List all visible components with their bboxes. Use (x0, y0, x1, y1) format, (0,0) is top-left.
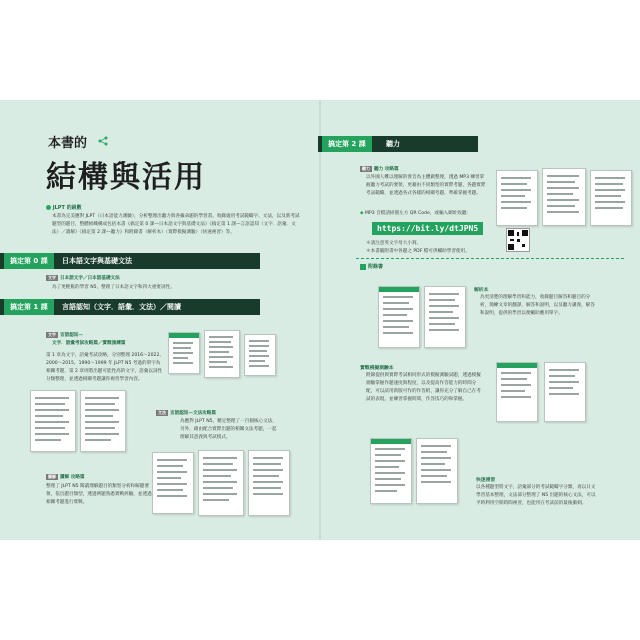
s1-heading-text: 言語認知— (60, 333, 83, 338)
lesson0-sub-text: 為了更輕鬆的學習 N5，整理了日本語文字和四大重要詞性。 (52, 285, 175, 290)
sample-page-thumb (152, 452, 194, 514)
s1-heading (46, 332, 83, 338)
sample-page-thumb (416, 438, 458, 504)
s3-heading (46, 474, 85, 480)
page-title: 結構與活用 (46, 160, 206, 195)
lesson1-bar (0, 299, 260, 315)
listen-heading (360, 166, 399, 172)
sample-page-thumb (544, 362, 586, 422)
right-page (320, 100, 640, 540)
left-page (0, 100, 320, 540)
sample-page-thumb (542, 168, 586, 226)
tag-badge: 聽力 (362, 166, 370, 171)
note-2: ＊本書隨附書中各題之 PDF 檔可供輔助學習使用。 (366, 249, 470, 254)
book-spread (0, 100, 640, 540)
mp3-instruction (360, 210, 490, 216)
sample-page-thumb (80, 390, 126, 452)
lesson0-title: 日本語文字與基礎文法 (62, 257, 132, 265)
listen-heading-text: 聽力 攻略篇 (374, 167, 399, 172)
appendix1-text: 為更清楚的理解學習和能力，收錄題目解答和題目的分析，簡練文章的翻譯，解答和說明，以及聽力講義，解答和說明，提供的學習以便輔助應用單字。 (480, 295, 595, 316)
note-1: ＊請注意英文字母大小寫。 (366, 241, 422, 246)
s1-heading-2: 文字．語彙考試攻略篇／實戰演練篇 (52, 341, 126, 346)
intro-heading (46, 204, 82, 211)
lesson1-label: 搞定第 1 課 (4, 299, 54, 315)
sample-page-thumb (496, 362, 538, 422)
lesson2-label: 搞定第 2 課 (322, 136, 372, 152)
sample-page-thumb (198, 450, 244, 516)
lesson0-bar (0, 253, 260, 269)
intro-heading-text: JLPT 的級數 (52, 205, 82, 211)
s3-heading-text: 讀解 攻略篇 (60, 475, 85, 480)
appendix-heading-text: 附錄書 (368, 264, 384, 270)
book-icon (360, 264, 366, 270)
intro-paragraph: 本書為完美應對 JLPT（日本語能力測驗），分析整理出聽力與各級命題的學習書。收錄適用考試範疇字、文法，以及新考試題型的題目，整體組織構成包括本書《搞定第 0 課—日本語文字與基礎文法》《搞定第 1 課—言語認知（文字．語彙．文法）／讀解》《搞定第 2 課—聽力》和附錄書（解析本）（實際模擬測驗）（快速複習）等。 (52, 214, 300, 235)
tag-badge: 文字 (48, 332, 56, 337)
sample-page-thumb (168, 332, 200, 374)
page-subtitle: 本書的 (48, 136, 88, 151)
sample-page-thumb (496, 170, 538, 226)
sample-page-thumb (370, 438, 412, 504)
sample-page-thumb (424, 286, 466, 348)
listen-paragraph: 以外國人難以理解的發音為主體做整理，透過 MP3 練習掌握聽力考試的要領，更藉由不同類型的實際考題、各題實際考試範疇，並透過各式各樣的相關考題，準確掌握考題。 (366, 175, 486, 196)
appendix3-title: 快速複習 (476, 478, 496, 483)
lesson0-sub-heading-text: 日本語文字／日本語基礎文法 (60, 276, 120, 281)
s3-paragraph: 整理了 JLPT N5 閱讀理解題目的類型分析和解題要領，依出題目類型，透過例題熟悉實戰經驗，並透過相關考題進行實戰。 (46, 484, 152, 505)
sample-page-thumb (244, 334, 276, 376)
sample-page-thumb (30, 390, 76, 452)
s1-paragraph: 第 1 章為文字，語彙考試攻略，分別整理 2016～2022，2000～2015，1990～1999 年 JLPT N5 考過的單字為相關考題，第 2 章則將出題可能性高的文字，語彙以詞性分類整理，並透過相關考題讓你複習學習內容。 (46, 353, 164, 382)
qr-code[interactable] (506, 228, 530, 252)
s2-paragraph: 為應對 JLPT N5，精定整理了一百個核心文法，另外，藉由配合實際出題的相關文法考題，一起理解其意義與考試模式。 (180, 419, 277, 440)
s2-heading (156, 410, 216, 416)
lesson2-title: 聽力 (386, 140, 400, 148)
tag-badge: 讀解 (48, 474, 56, 479)
sample-page-thumb (590, 170, 632, 226)
appendix1-title: 解析本 (474, 288, 489, 293)
bullet-icon (46, 205, 51, 210)
appendix-heading (360, 263, 383, 270)
appendix2-text: 附錄提供與實際考試相同形式的模擬測驗試題，透過模擬測驗掌握作題速度與程度，以及提高作答能力的時間分配，可以試用新版可作的作答紙，讓你充分了解自己在考試的表現，並練習掌握時間，作答技巧的和掌握。 (366, 373, 481, 402)
s2-heading-text: 言語認知—文法攻略篇 (170, 411, 216, 416)
audio-link[interactable]: https://bit.ly/dtJPN5 (372, 222, 483, 235)
lesson1-title: 言語認知（文字．語彙．文法）／閱讀 (62, 303, 181, 311)
lesson0-label: 搞定第 0 課 (4, 253, 54, 269)
share-icon (98, 136, 108, 149)
tag-badge: 文字 (48, 275, 56, 280)
sample-page-thumb (204, 330, 240, 378)
diamond-icon: ◆ (360, 211, 364, 216)
lesson0-sub-heading (46, 275, 120, 281)
sample-page-thumb (248, 450, 290, 516)
appendix3-text: 以各種題型將文字，語彙部分的考試範疇字分類，再以日文學習基本整理，文法部分整理了 N5 出題的核心文法，可以平時利用空閒時間複習，也能用在考試前的最後衝刺。 (476, 485, 596, 506)
divider (356, 258, 624, 259)
lesson2-bar (318, 136, 478, 152)
sample-page-thumb (378, 286, 420, 348)
tag-badge: 文法 (158, 410, 166, 415)
mp3-instruction-text: MP3 音檔請掃描左方 QR Code，或輸入網址收聽： (365, 211, 472, 216)
appendix2-title: 實戰模擬測驗本 (360, 366, 394, 371)
